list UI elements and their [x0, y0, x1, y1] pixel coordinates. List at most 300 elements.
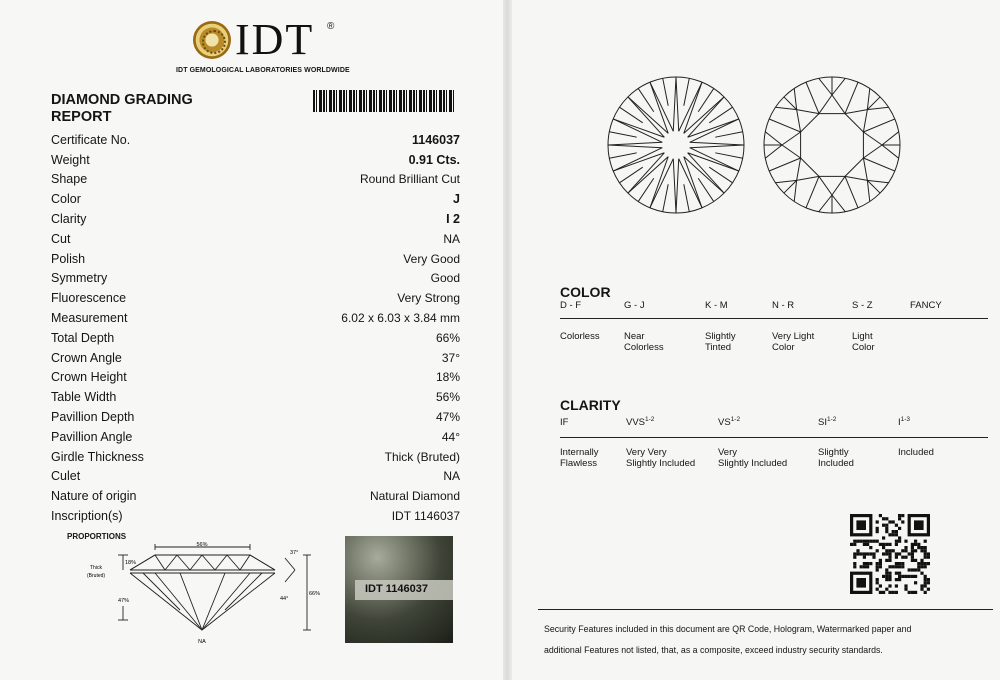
qr-module: [892, 520, 895, 523]
grade-label: [626, 416, 654, 428]
qr-module: [898, 536, 901, 539]
grade-description: Colorless: [624, 342, 664, 353]
field-value: 6.02 x 6.03 x 3.84 mm: [341, 311, 460, 326]
qr-finder: [856, 578, 866, 588]
qr-module: [853, 562, 856, 565]
girdle-facet: [794, 88, 796, 109]
girdle-label-line1: Thick: [90, 565, 102, 571]
qr-module: [888, 556, 891, 559]
star-facet: [832, 95, 845, 114]
grade-range: 1-3: [900, 416, 911, 423]
grade-range: 1-2: [645, 416, 655, 423]
girdle-facet: [765, 132, 782, 145]
crown-facet: [715, 153, 742, 158]
qr-module: [911, 568, 914, 571]
qr-module: [879, 559, 882, 562]
qr-module: [898, 514, 901, 517]
girdle-label-line2: (Bruted): [87, 573, 106, 579]
crown-facet: [679, 82, 702, 131]
grade-description: Flawless: [560, 458, 597, 469]
qr-module: [898, 540, 901, 543]
qr-module: [924, 546, 927, 549]
qr-module: [920, 559, 923, 562]
qr-module: [863, 543, 866, 546]
field-row: [51, 229, 460, 249]
crown-facet: [684, 78, 689, 105]
field-row: [51, 387, 460, 407]
field-row: [51, 328, 460, 348]
qr-module: [885, 568, 888, 571]
grading-fields: [51, 130, 460, 526]
field-label: Table Width: [51, 390, 117, 405]
qr-module: [866, 565, 869, 568]
star-facet: [863, 132, 882, 145]
qr-module: [927, 556, 930, 559]
crown-facet: [613, 119, 662, 142]
main-facet: [867, 180, 880, 193]
qr-module: [869, 562, 872, 565]
main-facet: [863, 119, 894, 132]
qr-module: [876, 520, 879, 523]
qr-module: [898, 565, 901, 568]
field-label: Symmetry: [51, 271, 108, 286]
qr-module: [911, 591, 914, 594]
crown-facet: [608, 145, 662, 148]
qr-module: [872, 540, 875, 543]
field-label: Inscription(s): [51, 509, 123, 524]
qr-module: [879, 514, 882, 517]
qr-module: [882, 543, 885, 546]
qr-module: [892, 530, 895, 533]
crown-facet: [673, 77, 676, 131]
crown-facet: [673, 159, 676, 213]
qr-module: [885, 575, 888, 578]
qr-module: [895, 591, 898, 594]
qr-module: [853, 565, 856, 568]
field-value: Very Strong: [397, 291, 460, 306]
inscription-photo-text: IDT 1146037: [365, 583, 428, 595]
qr-module: [924, 575, 927, 578]
qr-module: [924, 540, 927, 543]
qr-module: [876, 578, 879, 581]
qr-module: [920, 549, 923, 552]
qr-module: [888, 572, 891, 575]
qr-module: [885, 517, 888, 520]
pavilion-view-diagram: [762, 75, 902, 215]
crown-view-diagram: [606, 75, 746, 215]
qr-module: [888, 549, 891, 552]
grade-label: [718, 416, 740, 428]
qr-module: [885, 578, 888, 581]
grade-range: 1-2: [826, 416, 837, 423]
field-label: Clarity: [51, 212, 87, 227]
field-value: I 2: [446, 212, 460, 227]
qr-module: [920, 565, 923, 568]
registered-mark: ®: [327, 21, 335, 32]
grade-label: [818, 416, 836, 428]
grade-label: N - R: [772, 300, 795, 311]
security-line-2: additional Features not listed, that, as a composite, exceed industry security standards.: [544, 645, 883, 655]
qr-module: [860, 540, 863, 543]
color-scale: [560, 300, 988, 353]
crown-facet: [684, 184, 689, 211]
field-row: [51, 348, 460, 368]
qr-module: [882, 575, 885, 578]
qr-module: [898, 578, 901, 581]
qr-module: [850, 543, 853, 546]
field-row: [51, 209, 460, 229]
qr-module: [904, 540, 907, 543]
qr-module: [888, 520, 891, 523]
qr-module: [853, 556, 856, 559]
qr-module: [863, 565, 866, 568]
field-label: Certificate No.: [51, 132, 131, 147]
qr-code-icon: [849, 514, 931, 594]
star-facet: [845, 110, 867, 114]
field-label: Polish: [51, 251, 86, 266]
crown-facet: [663, 78, 668, 105]
qr-module: [888, 543, 891, 546]
girdle-facet: [867, 180, 869, 201]
logo-text: IDT: [235, 15, 315, 64]
qr-module: [895, 578, 898, 581]
grade-description: Slightly Included: [718, 458, 788, 469]
field-value: Thick (Bruted): [384, 449, 460, 464]
crown-facet: [663, 184, 668, 211]
qr-module: [876, 581, 879, 584]
qr-module: [885, 527, 888, 530]
qr-module: [895, 584, 898, 587]
qr-module: [853, 552, 856, 555]
main-facet: [863, 158, 894, 171]
girdle-facet: [819, 78, 832, 95]
field-row: [51, 427, 460, 447]
field-value: 0.91 Cts.: [408, 152, 460, 167]
crown-facet: [679, 159, 702, 208]
pavilion-depth-label: 47%: [118, 598, 130, 604]
grade-label: [898, 416, 910, 428]
grade-description: Colorless: [560, 331, 600, 342]
grade-base: IF: [560, 417, 569, 429]
field-row: [51, 486, 460, 506]
qr-module: [920, 572, 923, 575]
qr-module: [901, 520, 904, 523]
star-facet: [863, 158, 867, 180]
grade-range: 1-2: [730, 416, 741, 423]
culet-label: NA: [198, 639, 206, 645]
qr-module: [879, 591, 882, 594]
qr-finder: [914, 520, 924, 530]
grade-description: Light: [852, 331, 873, 342]
qr-module: [917, 543, 920, 546]
star-facet: [797, 110, 801, 132]
grade-label: D - F: [560, 300, 582, 311]
grade-description: Very: [718, 447, 738, 458]
field-row: [51, 308, 460, 328]
grade-description: Color: [852, 342, 875, 353]
star-facet: [797, 110, 819, 114]
qr-module: [908, 575, 911, 578]
qr-module: [911, 546, 914, 549]
field-label: Crown Height: [51, 370, 127, 385]
field-label: Pavillion Angle: [51, 429, 133, 444]
qr-module: [917, 546, 920, 549]
main-facet: [806, 176, 819, 207]
qr-module: [892, 549, 895, 552]
qr-module: [920, 546, 923, 549]
field-label: Total Depth: [51, 330, 115, 345]
qr-module: [924, 591, 927, 594]
qr-module: [866, 552, 869, 555]
field-label: Measurement: [51, 311, 128, 326]
girdle-facet: [765, 145, 782, 158]
qr-module: [895, 530, 898, 533]
field-value: 44°: [441, 429, 460, 444]
qr-module: [904, 546, 907, 549]
qr-module: [924, 549, 927, 552]
idt-seal-icon: [193, 21, 231, 59]
star-facet: [797, 158, 801, 180]
qr-module: [911, 549, 914, 552]
qr-module: [914, 591, 917, 594]
field-value: IDT 1146037: [391, 509, 460, 524]
main-facet: [784, 97, 797, 110]
field-value: Round Brilliant Cut: [359, 172, 460, 187]
grade-description: Slightly: [705, 331, 736, 342]
girdle-facet: [882, 145, 899, 158]
field-label: Pavillion Depth: [51, 410, 135, 425]
qr-module: [888, 533, 891, 536]
field-value: 37°: [441, 350, 460, 365]
table-edge: [801, 114, 819, 132]
qr-module: [901, 514, 904, 517]
qr-module: [908, 591, 911, 594]
qr-module: [924, 556, 927, 559]
crown-facet: [715, 132, 742, 137]
field-row: [51, 269, 460, 289]
girdle-facet: [819, 195, 832, 212]
main-facet: [769, 158, 800, 171]
girdle-facet: [832, 78, 845, 95]
field-row: [51, 249, 460, 269]
proportions-title: PROPORTIONS: [67, 532, 127, 541]
star-facet: [819, 176, 832, 195]
star-facet: [845, 176, 867, 180]
crown-angle-label: 37°: [290, 550, 299, 556]
qr-module: [914, 568, 917, 571]
qr-module: [898, 552, 901, 555]
star-facet: [782, 145, 801, 158]
qr-module: [924, 584, 927, 587]
qr-module: [872, 552, 875, 555]
qr-module: [927, 581, 930, 584]
qr-module: [924, 562, 927, 565]
grade-description: Tinted: [705, 342, 732, 353]
qr-module: [876, 588, 879, 591]
grade-row: [560, 300, 988, 314]
qr-module: [879, 562, 882, 565]
grade-row: [560, 416, 988, 430]
qr-module: [924, 565, 927, 568]
girdle-facet: [882, 132, 899, 145]
qr-module: [927, 562, 930, 565]
qr-module: [879, 565, 882, 568]
grade-label: FANCY: [910, 300, 942, 311]
qr-module: [901, 575, 904, 578]
grade-description: Internally: [560, 447, 599, 458]
field-row: [51, 506, 460, 526]
qr-module: [888, 578, 891, 581]
field-value: Very Good: [403, 251, 460, 266]
qr-module: [872, 556, 875, 559]
qr-module: [927, 578, 930, 581]
security-divider: [538, 609, 993, 610]
qr-module: [920, 584, 923, 587]
qr-module: [885, 559, 888, 562]
main-facet: [845, 82, 858, 113]
field-label: Fluorescence: [51, 291, 127, 306]
field-value: Good: [430, 271, 460, 286]
qr-module: [895, 540, 898, 543]
grade-description: Very Very: [626, 447, 667, 458]
qr-module: [879, 584, 882, 587]
qr-module: [866, 540, 869, 543]
grade-label: [560, 416, 568, 428]
qr-module: [882, 524, 885, 527]
qr-module: [895, 565, 898, 568]
field-value: J: [453, 192, 460, 207]
qr-module: [895, 556, 898, 559]
qr-module: [885, 552, 888, 555]
table-edge: [845, 114, 863, 132]
qr-module: [927, 552, 930, 555]
qr-module: [888, 552, 891, 555]
qr-module: [892, 591, 895, 594]
qr-module: [898, 572, 901, 575]
qr-module: [904, 584, 907, 587]
qr-module: [911, 552, 914, 555]
qr-module: [876, 568, 879, 571]
qr-module: [882, 536, 885, 539]
table-edge: [801, 158, 819, 176]
qr-module: [917, 565, 920, 568]
crown-facet: [690, 145, 744, 148]
qr-module: [927, 588, 930, 591]
qr-module: [901, 556, 904, 559]
qr-module: [876, 530, 879, 533]
qr-module: [901, 562, 904, 565]
field-value: 66%: [435, 330, 460, 345]
grade-label: K - M: [705, 300, 728, 311]
star-facet: [832, 176, 845, 195]
qr-module: [898, 575, 901, 578]
qr-module: [888, 575, 891, 578]
table-percent-label: 56%: [196, 542, 208, 548]
qr-module: [895, 572, 898, 575]
grade-description: Very Light: [772, 331, 815, 342]
proportions-diagram: [85, 540, 330, 650]
qr-module: [892, 565, 895, 568]
star-facet: [797, 176, 819, 180]
qr-module: [885, 524, 888, 527]
main-facet: [845, 176, 858, 207]
qr-module: [888, 591, 891, 594]
qr-module: [904, 588, 907, 591]
field-row: [51, 467, 460, 487]
girdle-facet: [775, 107, 796, 109]
qr-module: [856, 552, 859, 555]
qr-module: [914, 581, 917, 584]
grade-description: Included: [818, 458, 854, 469]
qr-module: [892, 533, 895, 536]
star-facet: [782, 132, 801, 145]
qr-module: [879, 543, 882, 546]
qr-module: [924, 578, 927, 581]
qr-module: [885, 588, 888, 591]
qr-module: [920, 562, 923, 565]
field-row: [51, 288, 460, 308]
qr-module: [888, 559, 891, 562]
scale-rule: [560, 437, 988, 438]
qr-module: [895, 533, 898, 536]
qr-module: [908, 568, 911, 571]
main-facet: [769, 119, 800, 132]
qr-module: [895, 543, 898, 546]
field-label: Weight: [51, 152, 90, 167]
field-row: [51, 130, 460, 150]
qr-module: [895, 562, 898, 565]
grade-description: Color: [772, 342, 795, 353]
field-value: 1146037: [412, 132, 460, 147]
qr-module: [924, 581, 927, 584]
qr-module: [876, 565, 879, 568]
field-value: Natural Diamond: [369, 489, 460, 504]
crown-facet: [676, 77, 679, 131]
field-value: NA: [443, 231, 460, 246]
crown-facet: [609, 132, 636, 137]
qr-module: [917, 568, 920, 571]
qr-module: [911, 559, 914, 562]
star-facet: [863, 110, 867, 132]
qr-module: [895, 552, 898, 555]
grade-base: VS: [718, 417, 731, 429]
total-depth-label: 66%: [309, 591, 321, 597]
qr-module: [904, 575, 907, 578]
field-label: Shape: [51, 172, 88, 187]
field-row: [51, 407, 460, 427]
qr-module: [856, 540, 859, 543]
qr-module: [914, 543, 917, 546]
security-line-1: Security Features included in this document are QR Code, Hologram, Watermarked paper and: [544, 624, 912, 634]
clarity-scale: [560, 416, 988, 469]
crown-facet: [650, 159, 673, 208]
qr-module: [869, 546, 872, 549]
main-facet: [784, 180, 797, 193]
qr-module: [869, 540, 872, 543]
qr-module: [863, 552, 866, 555]
page-fold: [503, 0, 512, 680]
qr-module: [914, 575, 917, 578]
crown-facet: [690, 148, 739, 171]
qr-module: [853, 540, 856, 543]
girdle-facet: [794, 180, 796, 201]
qr-module: [888, 584, 891, 587]
main-facet: [867, 97, 880, 110]
qr-module: [863, 556, 866, 559]
qr-module: [911, 543, 914, 546]
field-label: Crown Angle: [51, 350, 122, 365]
qr-module: [869, 552, 872, 555]
